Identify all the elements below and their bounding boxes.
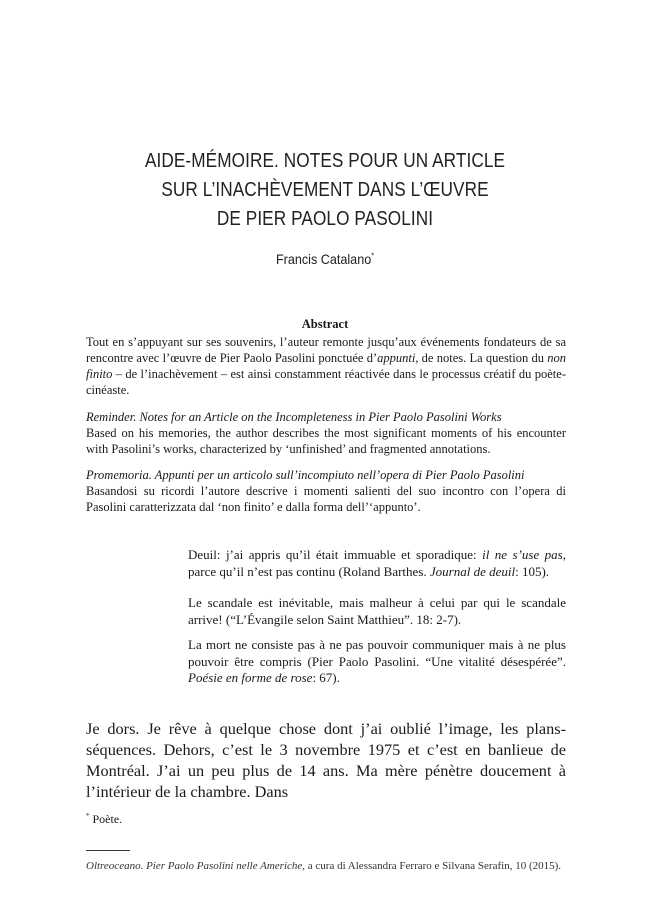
epigraph-pasolini — [188, 637, 566, 687]
abstract-en-title: Reminder. Notes for an Article on the Incompleteness in Pier Paolo Pasolini Works — [86, 410, 502, 424]
source-italic: Oltreoceano. Pier Paolo Pasolini nelle Americhe — [86, 860, 303, 872]
article-title — [46, 147, 605, 234]
footnote — [86, 812, 122, 827]
abstract-fr-text-2: , de notes. La question du — [415, 351, 548, 365]
footnote-text: Poète. — [92, 812, 123, 826]
epigraph-barthes-italic-1: il ne s’use pas — [482, 547, 563, 562]
epigraph-barthes-text-3: : 105). — [515, 563, 550, 579]
footnote-mark: * — [86, 812, 90, 820]
abstract-heading: Abstract — [301, 317, 349, 331]
source-text: , a cura di Alessandra Ferraro e Silvana Serafin, 10 (2015). — [302, 860, 562, 872]
abstract-en-text: Based on his memories, the author describes the most significant moments of his encounter with Pasolini’s works, characterized by ‘unfinished’ and fragmented annotations. — [86, 426, 566, 456]
epigraph-matthieu-text: Le scandale est inévitable, mais malheur à celui par qui le scandale arrive! (“L’Évangile selon Saint Matthieu”. 18: 2-7). — [188, 595, 566, 627]
author-name: Francis Catalano — [275, 251, 372, 267]
epigraph-pasolini-text-2: : 67). — [312, 670, 340, 685]
epigraph-pasolini-text-1: La mort ne consiste pas à ne pas pouvoir communiquer mais à ne plus pouvoir être compris (Pier Paolo Pasolini. “Une vitalité désespérée”. — [188, 637, 566, 669]
source-line — [86, 860, 586, 872]
epigraph-barthes-italic-2: Journal de deuil — [429, 563, 516, 579]
author-line — [33, 251, 618, 267]
abstract-french — [86, 334, 566, 398]
author-footnote-mark: * — [371, 251, 375, 261]
title-line-2: SUR L’INACHÈVEMENT DANS L’ŒUVRE — [161, 179, 489, 201]
abstract-fr-text-1: Tout en s’appuyant sur ses souvenirs, l’auteur remonte jusqu’aux événements fondateurs de sa rencontre avec l’œuvre de Pier Paolo Pasolini ponctuée d’ — [86, 335, 566, 365]
body-paragraph: Je dors. Je rêve à quelque chose dont j’ai oublié l’image, les plans-séquences. Dehors, c’est le 3 novembre 1975 et c’est en banlieue de Montréal. J’ai un peu plus de 14 ans. Ma mère pénètre doucement à l’intérieur de la chambre. Dans — [86, 719, 566, 801]
epigraph-pasolini-italic: Poésie en forme de rose — [188, 670, 313, 685]
abstract-it-title: Promemoria. Appunti per un articolo sull’incompiuto nell’opera di Pier Paolo Pasolini — [86, 468, 525, 482]
epigraph-barthes-text-2: , parce qu’il n’est pas continu (Roland Barthes. — [188, 547, 566, 579]
title-line-1: AIDE-MÉMOIRE. NOTES POUR UN ARTICLE — [144, 150, 506, 172]
epigraph-barthes-text-1: Deuil: j’ai appris qu’il était immuable et sporadique: — [188, 547, 483, 562]
abstract-fr-non-finito: non finito — [86, 351, 566, 381]
abstract-italian — [86, 467, 566, 515]
abstract-fr-appunti: appunti — [377, 351, 416, 365]
title-line-3: DE PIER PAOLO PASOLINI — [216, 208, 434, 230]
footer-rule — [86, 850, 130, 851]
epigraph-matthieu — [188, 595, 566, 628]
abstract-english — [86, 409, 566, 457]
abstract-fr-text-3: – de l’inachèvement – est ainsi constamment réactivée dans le processus créatif du poète-cinéaste. — [86, 367, 566, 397]
epigraph-barthes — [188, 547, 566, 580]
abstract-it-text: Basandosi su ricordi l’autore descrive i momenti salienti del suo incontro con l’opera di Pasolini caratterizzata dal ‘non finito’ e dalla forma dell’‘appunto’. — [86, 484, 566, 514]
